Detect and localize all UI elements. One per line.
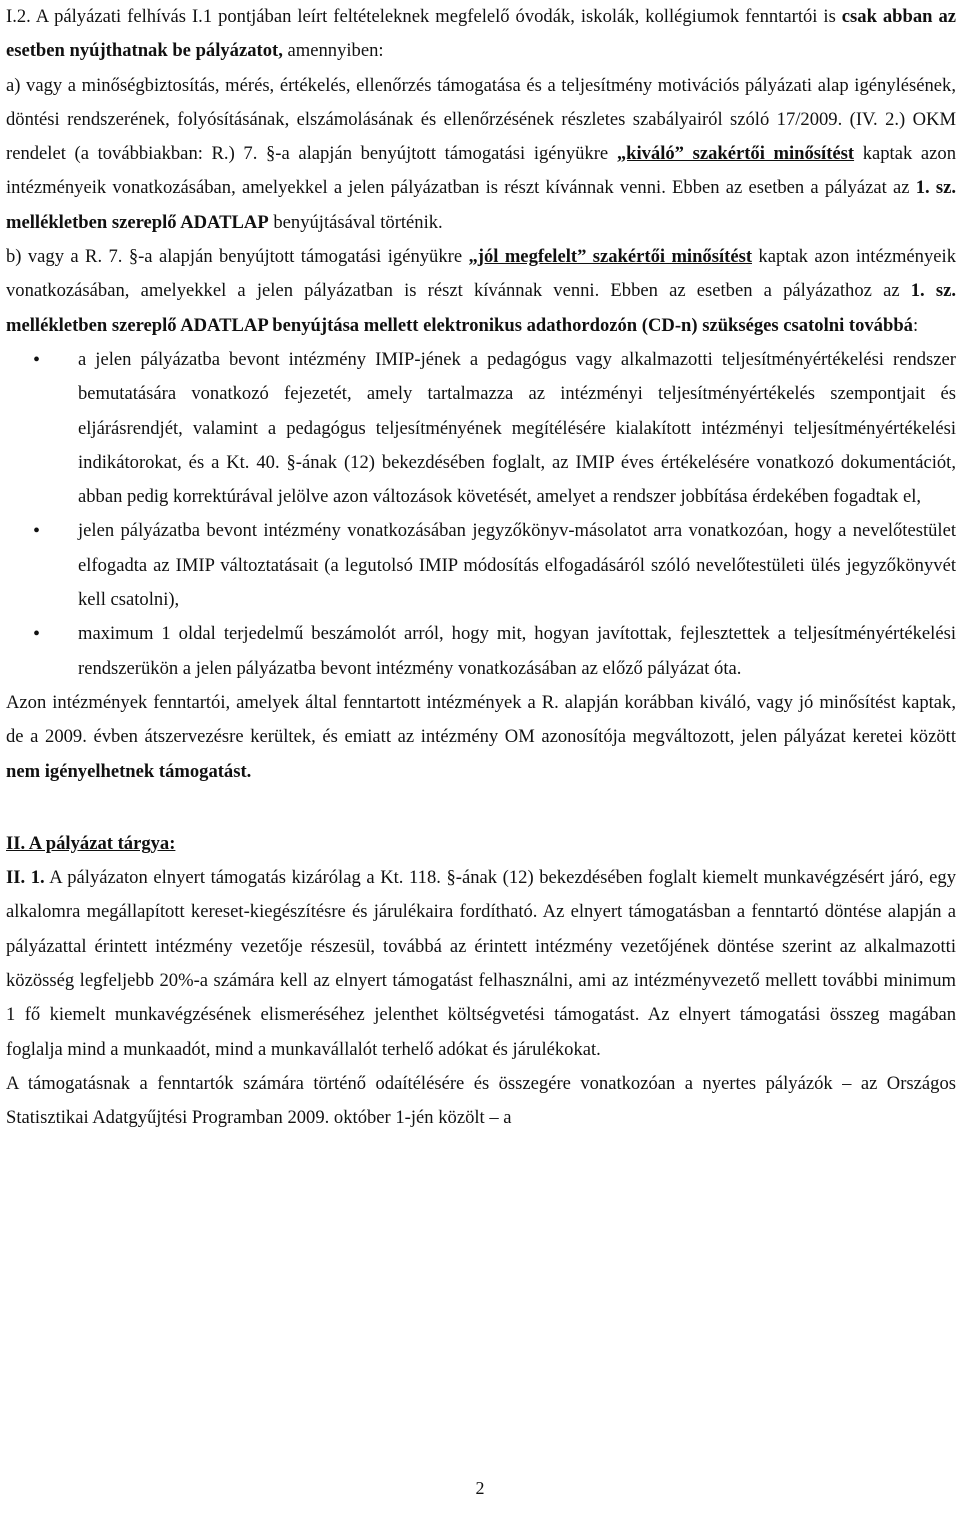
attachment-list bbox=[6, 343, 956, 686]
spacer bbox=[6, 789, 956, 823]
emphasis-annex-datasheet: 1. sz. mellékletben szereplő ADATLAP bbox=[6, 177, 956, 233]
paragraph-option-b: b) vagy a R. 7. §-a alapján benyújtott támogatási igényükre „jól megfelelt” szakértői minősítést kaptak azon intézményeik vonatkozásában, amelyekkel a jelen pályázatban is részt kívánnak venni. Ebben az esetben a pályázathoz az 1. sz. mellékletben szereplő ADATLAP benyújtása mellett elektronikus adathordozón (CD-n) szükséges csatolni továbbá: bbox=[6, 246, 957, 336]
page-number: 2 bbox=[475, 1478, 485, 1498]
list-item: • maximum 1 oldal terjedelmű beszámolót arról, hogy mit, hogyan javítottak, fejlesztettek a teljesítményértékelési rendszerükön a jelen pályázatba bevont intézmény vonatkozásában az előző pályázat óta. bbox=[6, 617, 956, 686]
section2-1-lead: II. 1. bbox=[6, 867, 45, 889]
paragraph-option-a: a) vagy a minőségbiztosítás, mérés, értékelés, ellenőrzés támogatása és a teljesítmény motivációs pályázati alap igénylésének, döntési rendszerének, folyósításának, elszámolásának és ellenőrzésének részletes szabályairól szóló 17/2009. (IV. 2.) OKM rendelet (a továbbiakban: R.) 7. §-a alapján benyújtott támogatási igényükre „kiváló” szakértői minősítést kaptak azon intézményeik vonatkozásában, amelyekkel a jelen pályázatban is részt kívánnak venni. Ebben az esetben a pályázat az 1. sz. mellékletben szereplő ADATLAP benyújtásával történik. bbox=[6, 74, 956, 233]
document-page bbox=[6, 0, 956, 1136]
paragraph-section2-2: A támogatásnak a fenntartók számára történő odaítélésére és összegére vonatkozóan a nyertes pályázók – az Országos Statisztikai Adatgyűjtési Programban 2009. október 1-jén közölt – a bbox=[6, 1072, 956, 1129]
paragraph-section2-1: II. 1. A pályázaton elnyert támogatás kizárólag a Kt. 118. §-ának (12) bekezdésében foglalt kiemelt munkavégzésért járó, egy alkalomra megállapított kereset-kiegészítésre és járulékaira fordítható. Az elnyert támogatásban a fenntartó döntése alapján a pályázattal érintett intézmény vezetője részesül, továbbá az érintett intézmény vezetőjének döntése szerint az alkalmazotti közösség legfeljebb 20%-a számára kell az elnyert támogatást felhasználni, ami az intézményvezető mellett további minimum 1 fő kiemelt munkavégzésének elismeréséhez jelenthet költségvetési támogatást. Az elnyert támogatási összeg magában foglalja mind a munkaadót, mind a munkavállalót terhelő adókat és járulékokat. bbox=[6, 867, 956, 1060]
list-item: • jelen pályázatba bevont intézmény vonatkozásában jegyzőkönyv-másolatot arra vonatkozóan, hogy a nevelőtestület elfogadta az IMIP változtatásait (a legutolsó IMIP módosítás elfogadásáról szóló nevelőtestületi ülés jegyzőkönyvét kell csatolni), bbox=[6, 514, 956, 617]
emphasis-excellent-rating: „kiváló” szakértői minősítést bbox=[616, 143, 855, 165]
list-item: • a jelen pályázatba bevont intézmény IMIP-jének a pedagógus vagy alkalmazotti teljesítményértékelési rendszer bemutatására vonatkozó fejezetét, amely tartalmazza az intézményi teljesítményértékelés szempontjait és eljárásrendjét, valamint a pedagógus teljesítményének megítélésére kialakított intézményi teljesítményértékelési indikátorokat, és a Kt. 40. §-ának (12) bekezdésében foglalt, az IMIP éves értékelésére vonatkozó dokumentációt, abban pedig korrektúrával jelölve azon változások követését, amelyet a rendszer jobbítása érdekében fogadtak el, bbox=[6, 343, 956, 514]
emphasis-annex-cd: 1. sz. mellékletben szereplő ADATLAP benyújtása mellett elektronikus adathordozón (CD-n) szükséges csatolni továbbá bbox=[6, 280, 957, 336]
section-title: II. A pályázat tárgya: bbox=[6, 832, 176, 854]
emphasis-not-eligible: nem igényelhetnek támogatást. bbox=[6, 760, 252, 782]
paragraph-restructured-institutions: Azon intézmények fenntartói, amelyek által fenntartott intézmények a R. alapján korábban kiváló, vagy jó minősítést kaptak, de a 2009. évben átszervezésre kerültek, és emiatt az intézmény OM azonosítója megváltozott, jelen pályázat keretei között nem igényelhetnek támogatást. bbox=[6, 691, 956, 782]
paragraph-eligibility-intro: I.2. A pályázati felhívás I.1 pontjában leírt feltételeknek megfelelő óvodák, iskolák, kollégiumok fenntartói is csak abban az esetben nyújthatnak be pályázatot, amennyiben: bbox=[6, 6, 956, 62]
emphasis-only-if: csak abban az esetben nyújthatnak be pályázatot, bbox=[6, 6, 956, 62]
emphasis-good-rating: „jól megfelelt” szakértői minősítést bbox=[468, 246, 753, 268]
